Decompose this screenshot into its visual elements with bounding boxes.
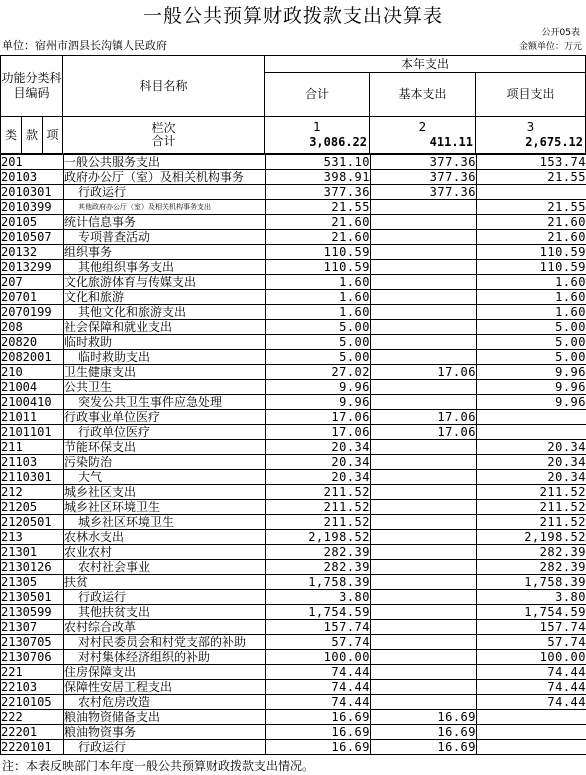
- table-row: [1, 545, 586, 560]
- row-basic: [371, 620, 477, 635]
- row-project: 20.34: [477, 470, 586, 485]
- row-project: 21.60: [477, 215, 586, 230]
- row-basic: [371, 500, 477, 515]
- row-name: 行政事业单位医疗: [64, 410, 266, 425]
- row-project: [477, 425, 586, 440]
- table-row: [1, 605, 586, 620]
- row-code: 2010301: [1, 185, 64, 200]
- grand-basic: 411.11: [429, 135, 473, 149]
- row-project: 74.44: [477, 695, 586, 710]
- row-basic: 16.69: [371, 740, 477, 755]
- table-row: [1, 290, 586, 305]
- row-name: 粮油物资储备支出: [64, 710, 266, 725]
- row-basic: 16.69: [371, 710, 477, 725]
- table-row: [1, 260, 586, 275]
- unit-name: 单位：宿州市泗县长沟镇人民政府: [2, 39, 167, 52]
- row-name: 农林水支出: [64, 530, 266, 545]
- row-project: 9.96: [477, 365, 586, 380]
- table-row: [1, 455, 586, 470]
- row-basic: [371, 590, 477, 605]
- row-project: [477, 725, 586, 740]
- row-code: 20701: [1, 290, 64, 305]
- row-total: 1,758.39: [266, 575, 371, 590]
- row-project: 282.39: [477, 560, 586, 575]
- col1-cell: [264, 116, 370, 154]
- table-row: [1, 590, 586, 605]
- row-name: 农业农村: [64, 545, 266, 560]
- row-code: 20132: [1, 245, 64, 260]
- row-total: 282.39: [266, 560, 371, 575]
- row-project: 211.52: [477, 515, 586, 530]
- row-code: 2130501: [1, 590, 64, 605]
- row-code: 20105: [1, 215, 64, 230]
- row-total: 1.60: [266, 305, 371, 320]
- row-basic: [371, 665, 477, 680]
- row-total: 27.02: [266, 365, 371, 380]
- row-basic: [371, 530, 477, 545]
- row-total: 1.60: [266, 275, 371, 290]
- row-project: 9.96: [477, 380, 586, 395]
- row-name: 其他组织事务支出: [64, 260, 266, 275]
- row-total: 377.36: [266, 185, 371, 200]
- header-basic: 基本支出: [369, 72, 476, 117]
- row-basic: [371, 440, 477, 455]
- table-row: [1, 680, 586, 695]
- row-basic: [371, 320, 477, 335]
- row-total: 16.69: [266, 710, 371, 725]
- row-total: 2,198.52: [266, 530, 371, 545]
- row-total: 100.00: [266, 650, 371, 665]
- row-total: 20.34: [266, 440, 371, 455]
- row-basic: [371, 515, 477, 530]
- row-project: 21.55: [477, 170, 586, 185]
- row-total: 21.60: [266, 215, 371, 230]
- form-number: 公开05表: [541, 28, 580, 38]
- row-name: 污染防治: [64, 455, 266, 470]
- row-code: 2130599: [1, 605, 64, 620]
- table-row: [1, 485, 586, 500]
- row-basic: [371, 470, 477, 485]
- table-row: [1, 230, 586, 245]
- row-project: 1,754.59: [477, 605, 586, 620]
- header-kuan: 款: [21, 116, 43, 154]
- row-project: 157.74: [477, 620, 586, 635]
- row-project: 1.60: [477, 290, 586, 305]
- row-project: 2,198.52: [477, 530, 586, 545]
- row-basic: [371, 560, 477, 575]
- row-name: 对村民委员会和村党支部的补助: [64, 635, 266, 650]
- row-total: 1,754.59: [266, 605, 371, 620]
- row-code: 221: [1, 665, 64, 680]
- table-row: [1, 320, 586, 335]
- row-basic: [371, 680, 477, 695]
- table-row: [1, 380, 586, 395]
- row-total: 531.10: [266, 155, 371, 170]
- row-basic: [371, 395, 477, 410]
- table-row: [1, 620, 586, 635]
- row-basic: [371, 380, 477, 395]
- row-total: 398.91: [266, 170, 371, 185]
- table-header: [0, 55, 586, 154]
- row-total: 5.00: [266, 350, 371, 365]
- row-project: 21.60: [477, 230, 586, 245]
- row-total: 20.34: [266, 455, 371, 470]
- row-project: 74.44: [477, 680, 586, 695]
- row-basic: [371, 605, 477, 620]
- row-project: 110.59: [477, 260, 586, 275]
- row-name: 临时救助支出: [64, 350, 266, 365]
- row-name: 专项普查活动: [64, 230, 266, 245]
- row-name: 大气: [64, 470, 266, 485]
- row-basic: 17.06: [371, 410, 477, 425]
- table-row: [1, 515, 586, 530]
- row-name: 扶贫: [64, 575, 266, 590]
- row-project: [477, 740, 586, 755]
- row-code: 210: [1, 365, 64, 380]
- table-row: [1, 155, 586, 170]
- row-basic: [371, 545, 477, 560]
- table-row: [1, 575, 586, 590]
- col1-number: 1: [313, 120, 321, 134]
- table-row: [1, 245, 586, 260]
- row-total: 282.39: [266, 545, 371, 560]
- row-project: 20.34: [477, 455, 586, 470]
- row-code: 2100410: [1, 395, 64, 410]
- header-lanci-total: [62, 116, 265, 154]
- table-row: [1, 725, 586, 740]
- row-code: 21011: [1, 410, 64, 425]
- row-basic: [371, 635, 477, 650]
- row-code: 21205: [1, 500, 64, 515]
- row-name: 公共卫生: [64, 380, 266, 395]
- row-name: 城乡社区支出: [64, 485, 266, 500]
- row-code: 212: [1, 485, 64, 500]
- row-name: 其他政府办公厅（室）及相关机构事务支出: [64, 200, 266, 215]
- row-project: 1.60: [477, 275, 586, 290]
- row-basic: [371, 305, 477, 320]
- table-row: [1, 695, 586, 710]
- row-project: 5.00: [477, 320, 586, 335]
- row-basic: 17.06: [371, 425, 477, 440]
- row-name: 农村综合改革: [64, 620, 266, 635]
- row-total: 157.74: [266, 620, 371, 635]
- row-code: 22103: [1, 680, 64, 695]
- row-project: 1.60: [477, 305, 586, 320]
- row-project: 153.74: [477, 155, 586, 170]
- row-code: 21307: [1, 620, 64, 635]
- table-row: [1, 185, 586, 200]
- table-row: [1, 410, 586, 425]
- row-project: 9.96: [477, 395, 586, 410]
- table-row: [1, 470, 586, 485]
- row-total: 3.80: [266, 590, 371, 605]
- row-project: [477, 410, 586, 425]
- row-name: 对村集体经济组织的补助: [64, 650, 266, 665]
- row-name: 农村危房改造: [64, 695, 266, 710]
- row-code: 2110301: [1, 470, 64, 485]
- row-total: 21.60: [266, 230, 371, 245]
- row-name: 行政运行: [64, 590, 266, 605]
- row-total: 211.52: [266, 500, 371, 515]
- row-project: 211.52: [477, 485, 586, 500]
- row-total: 16.69: [266, 740, 371, 755]
- row-total: 16.69: [266, 725, 371, 740]
- row-total: 5.00: [266, 335, 371, 350]
- row-name: 社会保障和就业支出: [64, 320, 266, 335]
- table-body: [1, 155, 586, 755]
- row-code: 2130705: [1, 635, 64, 650]
- row-project: 57.74: [477, 635, 586, 650]
- row-project: 5.00: [477, 335, 586, 350]
- row-name: 行政单位医疗: [64, 425, 266, 440]
- row-basic: [371, 650, 477, 665]
- row-code: 2101101: [1, 425, 64, 440]
- row-name: 一般公共服务支出: [64, 155, 266, 170]
- row-total: 5.00: [266, 320, 371, 335]
- row-name: 城乡社区环境卫生: [64, 500, 266, 515]
- row-name: 文化和旅游: [64, 290, 266, 305]
- row-total: 110.59: [266, 245, 371, 260]
- row-name: 节能环保支出: [64, 440, 266, 455]
- table-row: [1, 305, 586, 320]
- row-basic: [371, 200, 477, 215]
- table-row: [1, 740, 586, 755]
- row-project: [477, 185, 586, 200]
- header-func-code: 功能分类科目编码: [0, 55, 63, 117]
- row-basic: [371, 335, 477, 350]
- expenditure-table: [0, 154, 586, 755]
- table-row: [1, 530, 586, 545]
- report-title: 一般公共预算财政拨款支出决算表: [142, 5, 443, 27]
- col2-number: 2: [418, 120, 427, 134]
- row-code: 21004: [1, 380, 64, 395]
- row-project: 20.34: [477, 440, 586, 455]
- row-total: 17.06: [266, 410, 371, 425]
- row-project: 100.00: [477, 650, 586, 665]
- row-basic: 16.69: [371, 725, 477, 740]
- row-basic: [371, 275, 477, 290]
- row-name: 组织事务: [64, 245, 266, 260]
- header-project: 项目支出: [475, 72, 586, 117]
- table-row: [1, 215, 586, 230]
- row-name: 统计信息事务: [64, 215, 266, 230]
- row-name: 住房保障支出: [64, 665, 266, 680]
- row-basic: [371, 215, 477, 230]
- row-project: 3.80: [477, 590, 586, 605]
- row-code: 211: [1, 440, 64, 455]
- row-name: 行政运行: [64, 740, 266, 755]
- row-basic: [371, 575, 477, 590]
- row-code: 208: [1, 320, 64, 335]
- row-basic: 377.36: [371, 155, 477, 170]
- row-basic: [371, 485, 477, 500]
- row-total: 211.52: [266, 515, 371, 530]
- row-code: 213: [1, 530, 64, 545]
- header-total: 合计: [264, 72, 370, 117]
- row-project: 21.55: [477, 200, 586, 215]
- row-code: 2010399: [1, 200, 64, 215]
- row-total: 110.59: [266, 260, 371, 275]
- row-total: 20.34: [266, 470, 371, 485]
- row-basic: [371, 260, 477, 275]
- grand-project: 2,675.12: [525, 135, 583, 149]
- row-total: 21.55: [266, 200, 371, 215]
- row-code: 21301: [1, 545, 64, 560]
- header-xiang: 项: [42, 116, 63, 154]
- header-current-year: 本年支出: [264, 55, 586, 73]
- row-code: 2010507: [1, 230, 64, 245]
- row-code: 2082001: [1, 350, 64, 365]
- row-total: 211.52: [266, 485, 371, 500]
- row-name: 农村社会事业: [64, 560, 266, 575]
- row-basic: 377.36: [371, 185, 477, 200]
- table-row: [1, 335, 586, 350]
- row-basic: 377.36: [371, 170, 477, 185]
- row-project: 5.00: [477, 350, 586, 365]
- row-code: 2130706: [1, 650, 64, 665]
- table-row: [1, 665, 586, 680]
- row-name: 卫生健康支出: [64, 365, 266, 380]
- row-basic: [371, 695, 477, 710]
- row-code: 2210105: [1, 695, 64, 710]
- row-basic: [371, 245, 477, 260]
- header-lei: 类: [0, 116, 22, 154]
- row-code: 21103: [1, 455, 64, 470]
- col2-cell: [369, 116, 476, 154]
- row-total: 74.44: [266, 665, 371, 680]
- row-total: 9.96: [266, 395, 371, 410]
- row-basic: [371, 230, 477, 245]
- row-code: 207: [1, 275, 64, 290]
- row-basic: [371, 455, 477, 470]
- table-row: [1, 560, 586, 575]
- row-code: 2220101: [1, 740, 64, 755]
- row-name: 临时救助: [64, 335, 266, 350]
- table-row: [1, 200, 586, 215]
- table-row: [1, 500, 586, 515]
- total-label: 合计: [151, 134, 176, 148]
- row-code: 22201: [1, 725, 64, 740]
- row-name: 粮油物资事务: [64, 725, 266, 740]
- row-total: 9.96: [266, 380, 371, 395]
- row-code: 20820: [1, 335, 64, 350]
- row-name: 突发公共卫生事件应急处理: [64, 395, 266, 410]
- row-name: 其他文化和旅游支出: [64, 305, 266, 320]
- grand-total: 3,086.22: [309, 135, 367, 149]
- row-basic: [371, 350, 477, 365]
- row-code: 222: [1, 710, 64, 725]
- row-project: 211.52: [477, 500, 586, 515]
- row-project: 1,758.39: [477, 575, 586, 590]
- row-project: 74.44: [477, 665, 586, 680]
- table-row: [1, 275, 586, 290]
- row-basic: 17.06: [371, 365, 477, 380]
- row-project: 282.39: [477, 545, 586, 560]
- footnote: 注：本表反映部门本年度一般公共预算财政拨款支出情况。: [2, 759, 315, 773]
- table-row: [1, 710, 586, 725]
- row-name: 文化旅游体育与传媒支出: [64, 275, 266, 290]
- row-project: 110.59: [477, 245, 586, 260]
- row-name: 行政运行: [64, 185, 266, 200]
- table-row: [1, 395, 586, 410]
- table-row: [1, 635, 586, 650]
- row-total: 17.06: [266, 425, 371, 440]
- row-code: 2070199: [1, 305, 64, 320]
- header-subject-name: 科目名称: [62, 55, 265, 117]
- row-code: 201: [1, 155, 64, 170]
- row-name: 保障性安居工程支出: [64, 680, 266, 695]
- table-row: [1, 170, 586, 185]
- row-total: 74.44: [266, 680, 371, 695]
- header-lanci: 栏次: [151, 121, 176, 135]
- row-code: 21305: [1, 575, 64, 590]
- row-total: 1.60: [266, 290, 371, 305]
- row-project: [477, 710, 586, 725]
- row-code: 2013299: [1, 260, 64, 275]
- row-total: 57.74: [266, 635, 371, 650]
- amount-unit: 金额单位：万元: [518, 42, 582, 52]
- table-row: [1, 425, 586, 440]
- row-code: 2120501: [1, 515, 64, 530]
- row-basic: [371, 290, 477, 305]
- row-code: 2130126: [1, 560, 64, 575]
- col3-cell: [475, 116, 586, 154]
- row-name: 城乡社区环境卫生: [64, 515, 266, 530]
- table-row: [1, 365, 586, 380]
- table-row: [1, 440, 586, 455]
- row-name: 其他扶贫支出: [64, 605, 266, 620]
- col3-number: 3: [526, 120, 535, 134]
- table-row: [1, 650, 586, 665]
- row-total: 74.44: [266, 695, 371, 710]
- row-code: 20103: [1, 170, 64, 185]
- table-row: [1, 350, 586, 365]
- row-name: 政府办公厅（室）及相关机构事务: [64, 170, 266, 185]
